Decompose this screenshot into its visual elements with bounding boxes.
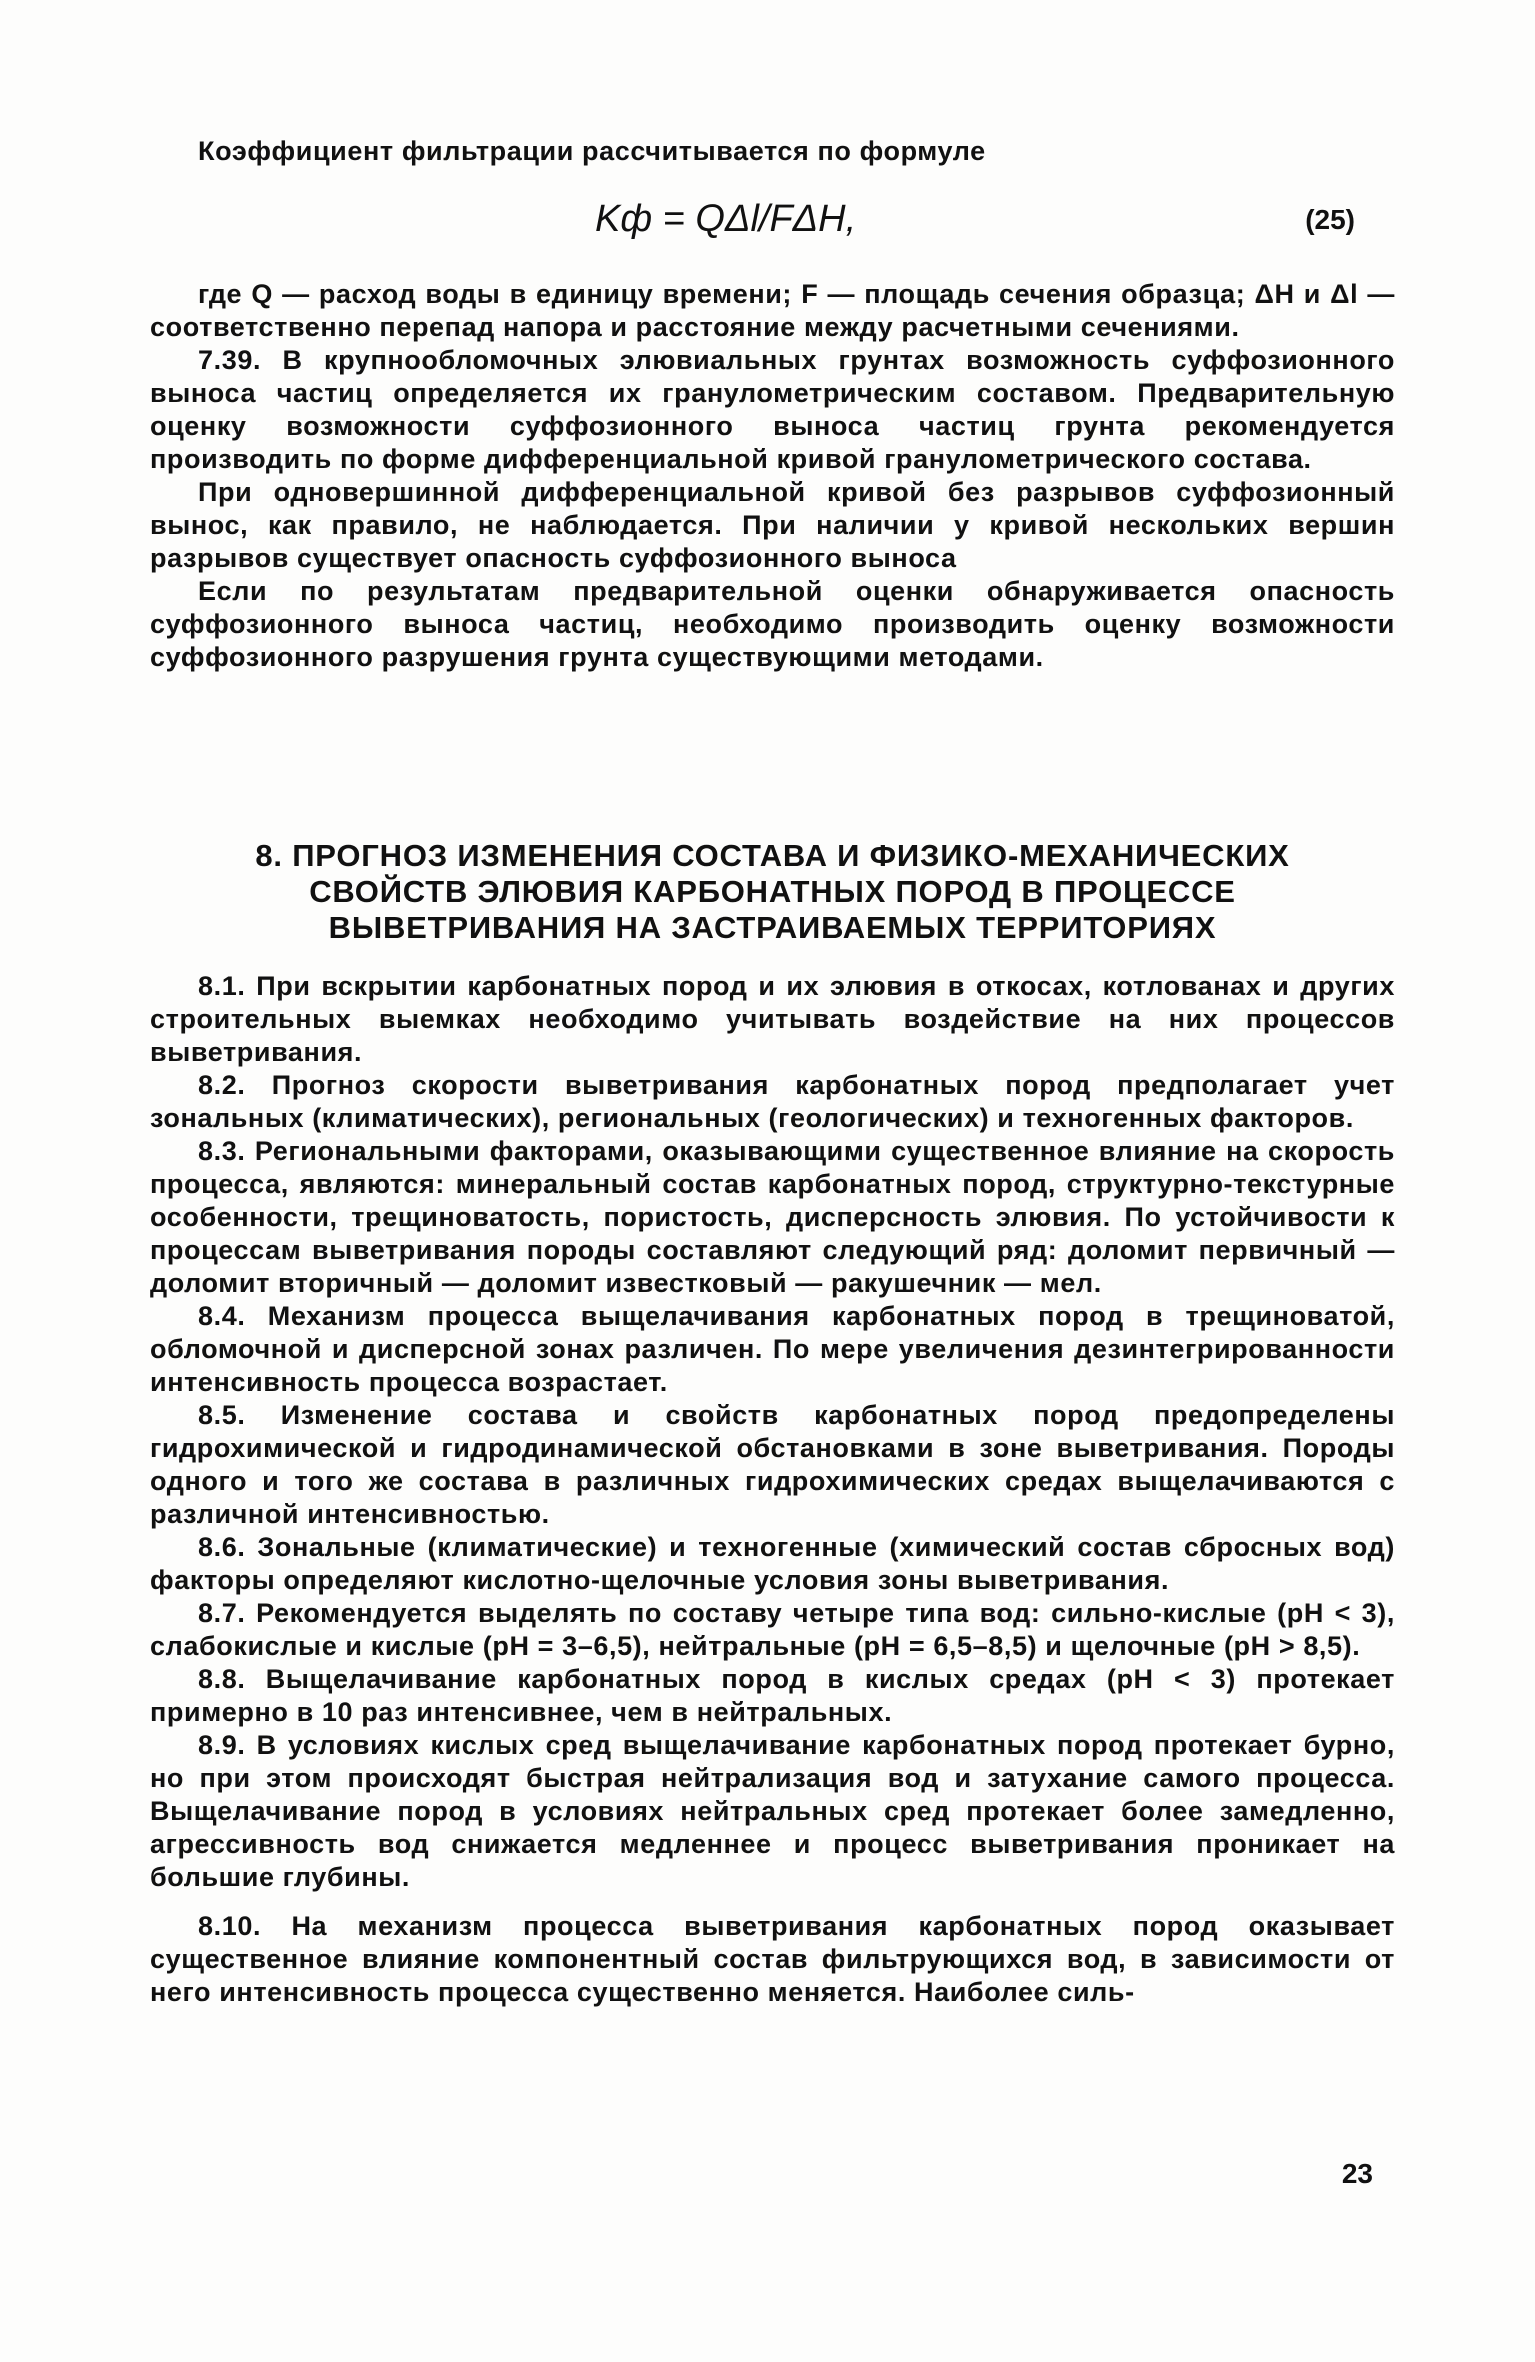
paragraph-8-1: 8.1. При вскрытии карбонатных пород и их элювия в откосах, котлованах и других строительных выемках необходимо учитывать воздействие на них процессов выветривания. [150,971,1395,1067]
where-explanation: где Q — расход воды в единицу времени; F — площадь сечения образца; ΔH и Δl — соответственно перепад напора и расстояние между расчетными сечениями. [150,279,1395,342]
paragraph-8-3: 8.3. Региональными факторами, оказывающими существенное влияние на скорость процесса, являются: минеральный состав карбонатных пород, структурно-текстурные особенности, трещиноватость, пористость, дисперсность элювия. По устойчивости к процессам выветривания породы составляют следующий ряд: доломит первичный — доломит вторичный — доломит известковый — ракушечник — мел. [150,1136,1395,1298]
paragraph-8-2: 8.2. Прогноз скорости выветривания карбонатных пород предполагает учет зональных (климатических), региональных (геологических) и техногенных факторов. [150,1070,1395,1133]
intro-block [150,135,1395,168]
page-number: 23 [1341,2158,1373,2189]
heading-line-3: ВЫВЕТРИВАНИЯ НА ЗАСТРАИВАЕМЫХ ТЕРРИТОРИЯХ [328,910,1217,945]
paragraph-8-9: 8.9. В условиях кислых сред выщелачивание карбонатных пород протекает бурно, но при этом происходят быстрая нейтрализация вод и затухание самого процесса. Выщелачивание пород в условиях нейтральных сред протекает более замедленно, агрессивность вод снижается медленнее и процесс выветривания проникает на большие глубины. [150,1730,1395,1892]
body-top [150,278,1395,674]
heading-line-2: СВОЙСТВ ЭЛЮВИЯ КАРБОНАТНЫХ ПОРОД В ПРОЦЕССЕ [309,874,1236,909]
body-section-8 [150,970,1395,2009]
heading-line-1: 8. ПРОГНОЗ ИЗМЕНЕНИЯ СОСТАВА И ФИЗИКО-МЕХАНИЧЕСКИХ [255,838,1290,873]
formula-25 [0,198,1535,248]
paragraph-8-10: 8.10. На механизм процесса выветривания карбонатных пород оказывает существенное влияние компонентный состав фильтрующихся вод, в зависимости от него интенсивность процесса существенно меняется. Наиболее силь- [150,1911,1395,2007]
formula-number: (25) [1305,204,1355,235]
paragraph-8-4: 8.4. Механизм процесса выщелачивания карбонатных пород в трещиноватой, обломочной и дисперсной зонах различен. По мере увеличения дезинтегрированности интенсивность процесса возрастает. [150,1301,1395,1397]
paragraph-suffosion-curve: При одновершинной дифференциальной кривой без разрывов суффозионный вынос, как правило, не наблюдается. При наличии у кривой нескольких вершин разрывов существует опасность суффозионного выноса [150,477,1395,573]
paragraph-8-7: 8.7. Рекомендуется выделять по составу четыре типа вод: сильно-кислые (pH < 3), слабокислые и кислые (pH = 3–6,5), нейтральные (pH = 6,5–8,5) и щелочные (pH > 8,5). [150,1598,1395,1661]
paragraph-8-6: 8.6. Зональные (климатические) и техногенные (химический состав сбросных вод) факторы определяют кислотно-щелочные условия зоны выветривания. [150,1532,1395,1595]
intro-line: Коэффициент фильтрации рассчитывается по формуле [198,136,986,166]
paragraph-7-39: 7.39. В крупнообломочных элювиальных грунтах возможность суффозионного выноса частиц определяется их гранулометрическим составом. Предварительную оценку возможности суффозионного выноса частиц грунта рекомендуется производить по форме дифференциальной кривой гранулометрического состава. [150,345,1395,474]
paragraph-suffosion-risk: Если по результатам предварительной оценки обнаруживается опасность суффозионного выноса частиц, необходимо производить оценку возможности суффозионного разрушения грунта существующими методами. [150,576,1395,672]
formula-expression: Kф = QΔl/FΔH, [595,198,857,240]
section-8-heading [150,838,1395,946]
paragraph-8-5: 8.5. Изменение состава и свойств карбонатных пород предопределены гидрохимической и гидродинамической обстановками в зоне выветривания. Породы одного и того же состава в различных гидрохимических средах выщелачиваются с различной интенсивностью. [150,1400,1395,1529]
paragraph-8-8: 8.8. Выщелачивание карбонатных пород в кислых средах (pH < 3) протекает примерно в 10 раз интенсивнее, чем в нейтральных. [150,1664,1395,1727]
